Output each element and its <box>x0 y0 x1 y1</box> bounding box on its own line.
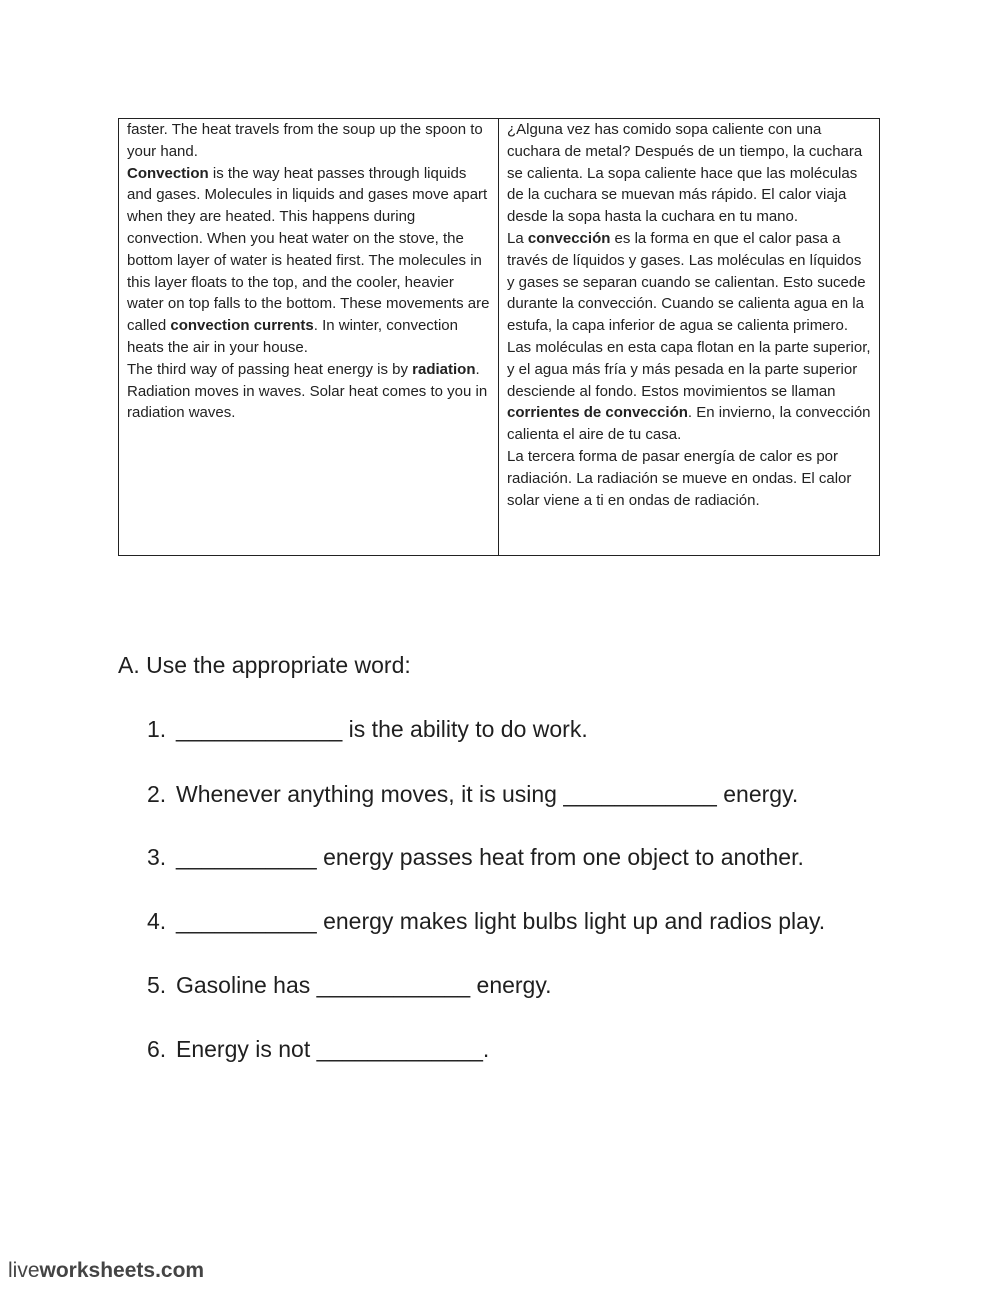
question-number: 5. <box>147 972 167 998</box>
logo-prefix: live <box>8 1259 40 1282</box>
question-text: ___________ energy passes heat from one object to another. <box>176 844 804 870</box>
section-title: A. Use the appropriate word: <box>118 652 411 678</box>
question-text: _____________ is the ability to do work. <box>176 716 588 742</box>
question-text: Whenever anything moves, it is using ____________ energy. <box>176 781 799 807</box>
bold-term: convección <box>527 229 611 247</box>
question-1 <box>147 716 588 743</box>
text-run: La tercera forma de pasar energía de calor es por radiación. La radiación se mueve en ondas. El calor solar viene a ti en ondas de radiación. <box>507 447 852 509</box>
passage-paragraph <box>127 163 492 359</box>
text-run: ¿Alguna vez has comido sopa caliente con una cuchara de metal? Después de un tiempo, la cuchara se calienta. La sopa caliente hace que las moléculas de la cuchara se muevan más rápido. El calor viaja desde la sopa hasta la cuchara en tu mano. <box>507 121 863 226</box>
text-run: The third way of passing heat energy is by <box>127 360 413 378</box>
question-number: 4. <box>147 908 167 934</box>
passage-paragraph <box>507 228 873 446</box>
question-6 <box>147 1036 489 1063</box>
passage-table <box>118 118 880 556</box>
text-run: . Radiation moves in waves. Solar heat comes to you in radiation waves. <box>127 360 488 422</box>
bold-term: convection currents <box>170 317 314 335</box>
question-number: 6. <box>147 1036 167 1062</box>
question-text: Gasoline has ____________ energy. <box>176 972 552 998</box>
logo-brand: worksheets.com <box>39 1259 205 1282</box>
bold-term: radiation <box>412 360 476 378</box>
spanish-passage <box>499 119 879 555</box>
passage-paragraph <box>507 446 873 511</box>
passage-paragraph <box>127 119 492 163</box>
text-run: La <box>507 229 528 247</box>
passage-paragraph <box>127 359 492 424</box>
question-number: 2. <box>147 781 167 807</box>
question-text: Energy is not _____________. <box>176 1036 490 1062</box>
liveworksheets-logo[interactable] <box>8 1259 204 1283</box>
question-number: 3. <box>147 844 167 870</box>
question-5 <box>147 972 552 999</box>
text-run: is the way heat passes through liquids and gases. Molecules in liquids and gases move apart when they are heated. This happens during convection. When you heat water on the stove, the bottom layer of water is heated first. The molecules in this layer floats to the top, and the cooler, heavier water on top falls to the bottom. These movements are called <box>127 164 490 335</box>
question-number: 1. <box>147 716 167 742</box>
passage-paragraph <box>507 119 873 228</box>
english-passage <box>119 119 499 555</box>
bold-term: corrientes de convección <box>507 404 688 422</box>
question-4 <box>147 908 825 935</box>
text-run: . In winter, convection heats the air in your house. <box>127 317 458 356</box>
text-run: . En invierno, la convección calienta el aire de tu casa. <box>507 404 871 444</box>
bold-term: Convection <box>127 164 209 182</box>
text-run: es la forma en que el calor pasa a través de líquidos y gases. Las moléculas en líquidos y gases se separan cuando se calientan. Esto sucede durante la convección. Cuando se calienta agua en la estufa, la capa inferior de agua se calienta primero. Las moléculas en esta capa flotan en la parte superior, y el agua más fría y más pesada en la parte superior desciende al fondo. Estos movimientos se llaman <box>507 229 871 400</box>
question-2 <box>147 781 798 808</box>
text-run: faster. The heat travels from the soup up the spoon to your hand. <box>127 121 483 160</box>
question-text: ___________ energy makes light bulbs light up and radios play. <box>176 908 826 934</box>
question-3 <box>147 844 804 871</box>
